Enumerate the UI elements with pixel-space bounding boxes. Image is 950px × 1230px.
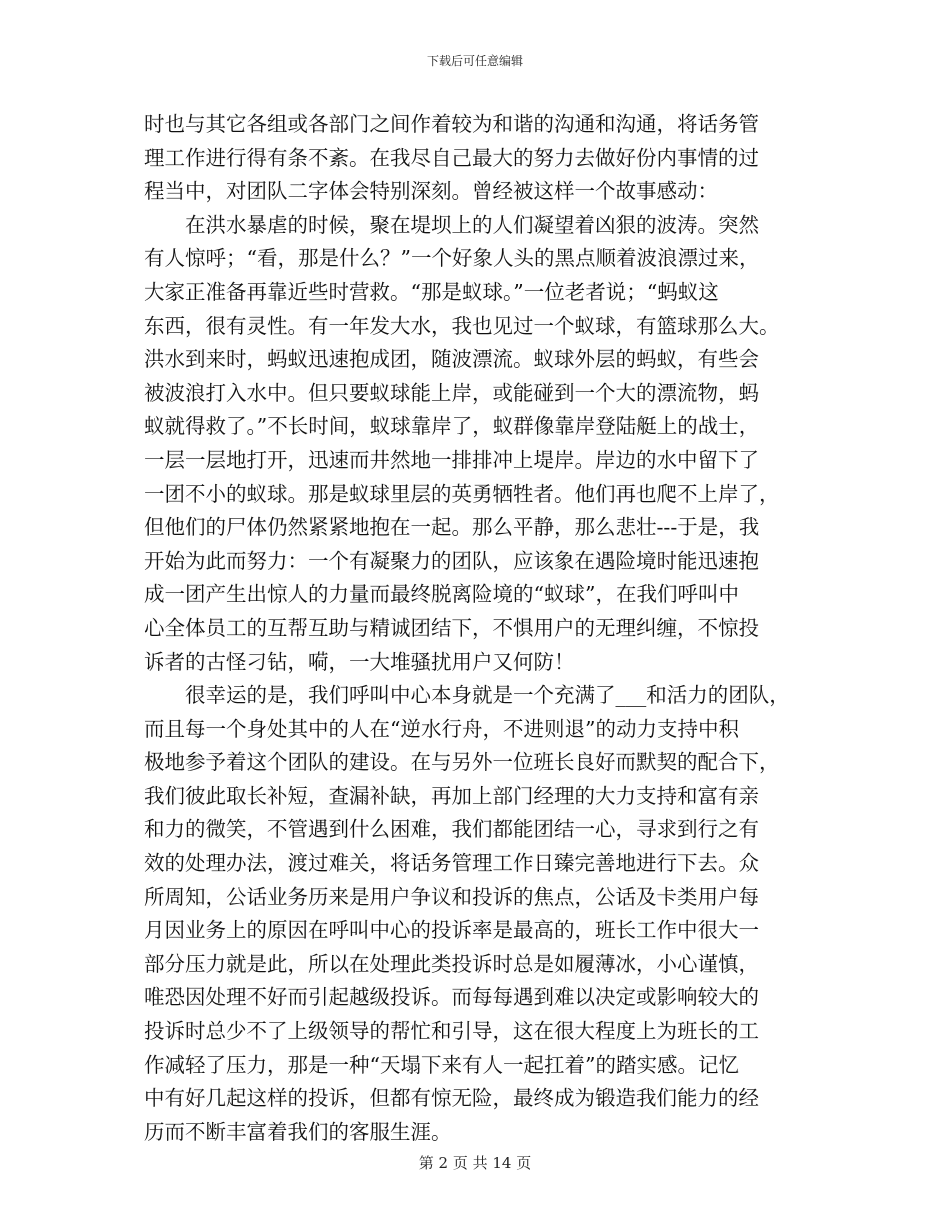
body-line: 和力的微笑，不管遇到什么困难，我们都能团结一心，寻求到行之有	[144, 817, 759, 842]
body-line: 洪水到来时，蚂蚁迅速抱成团，随波漂流。蚁球外层的蚂蚁，有些会	[144, 347, 759, 372]
body-line: 投诉时总少不了上级领导的帮忙和引导，这在很大程度上为班长的工	[144, 1019, 759, 1044]
body-line: 心全体员工的互帮互助与精诚团结下，不惧用户的无理纠缠，不惊投	[144, 615, 759, 640]
body-line: 一团不小的蚁球。那是蚁球里层的英勇牺牲者。他们再也爬不上岸了，	[144, 481, 780, 506]
body-line: 被波浪打入水中。但只要蚁球能上岸，或能碰到一个大的漂流物，蚂	[144, 380, 759, 405]
body-line: 唯恐因处理不好而引起越级投诉。而每每遇到难以决定或影响较大的	[144, 985, 759, 1010]
body-line: 有人惊呼；“看，那是什么？”一个好象人头的黑点顺着波浪漂过来，	[144, 246, 760, 271]
body-line: 部分压力就是此，所以在处理此类投诉时总是如履薄冰，小心谨慎，	[144, 951, 759, 976]
body-line: 在洪水暴虐的时候，聚在堤坝上的人们凝望着凶狠的波涛。突然	[144, 212, 759, 237]
body-line: 时也与其它各组或各部门之间作着较为和谐的沟通和沟通，将话务管	[144, 112, 759, 136]
document-body	[144, 108, 814, 1149]
body-line: 开始为此而努力：一个有凝聚力的团队，应该象在遇险境时能迅速抱	[144, 548, 759, 573]
body-line: 月因业务上的原因在呼叫中心的投诉率是最高的，班长工作中很大一	[144, 918, 759, 943]
body-line: 一层一层地打开，迅速而井然地一排排冲上堤岸。岸边的水中留下了	[144, 447, 759, 472]
body-line: 东西，很有灵性。有一年发大水，我也见过一个蚁球，有篮球那么大。	[144, 313, 780, 338]
body-line: 而且每一个身处其中的人在“逆水行舟，不进则退”的动力支持中积	[144, 716, 739, 741]
body-line: 作减轻了压力，那是一种“天塌下来有人一起扛着”的踏实感。记忆	[144, 1052, 739, 1077]
body-line: 中有好几起这样的投诉，但都有惊无险，最终成为锻造我们能力的经	[144, 1086, 759, 1111]
body-line: 我们彼此取长补短，查漏补缺，再加上部门经理的大力支持和富有亲	[144, 783, 759, 808]
body-line: 理工作进行得有条不紊。在我尽自己最大的努力去做好份内事情的过	[144, 145, 759, 170]
body-line: 历而不断丰富着我们的客服生涯。	[144, 1119, 452, 1144]
body-line: 所周知，公话业务历来是用户争议和投诉的焦点，公话及卡类用户每	[144, 884, 759, 909]
body-line: 成一团产生出惊人的力量而最终脱离险境的“蚁球”，在我们呼叫中	[144, 582, 739, 607]
body-line: 效的处理办法，渡过难关，将话务管理工作日臻完善地进行下去。众	[144, 851, 759, 876]
body-line: 蚁就得救了。”不长时间，蚁球靠岸了，蚁群像靠岸登陆艇上的战士，	[144, 414, 760, 439]
body-line: 大家正准备再靠近些时营救。“那是蚁球。”一位老者说；“蚂蚁这	[144, 279, 719, 304]
body-line: 诉者的古怪刁钻，嗬，一大堆骚扰用户又何防！	[144, 649, 575, 674]
body-line: 很幸运的是，我们呼叫中心本身就是一个充满了___和活力的团队，	[144, 683, 790, 708]
body-line: 但他们的尸体仍然紧紧地抱在一起。那么平静，那么悲壮---于是，我	[144, 515, 760, 540]
body-line: 极地参予着这个团队的建设。在与另外一位班长良好而默契的配合下，	[144, 750, 780, 775]
body-line: 程当中，对团队二字体会特别深刻。曾经被这样一个故事感动：	[144, 179, 718, 204]
page-header: 下载后可任意编辑	[426, 54, 523, 68]
page-number-footer: 第 2 页 共 14 页	[418, 1154, 532, 1172]
